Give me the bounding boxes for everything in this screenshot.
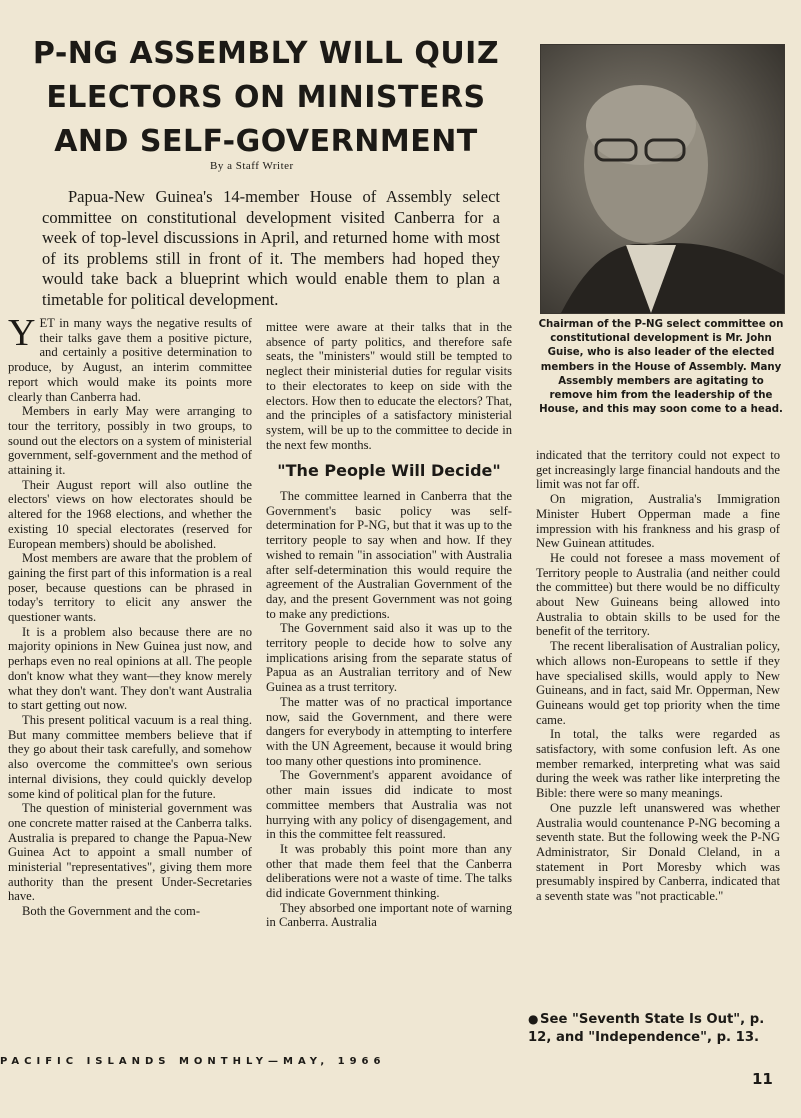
column-3-paragraph: One puzzle left unanswered was whether Australia would countenance P-NG becoming a seventh state. But the following week the P-NG Administrator, Sir Donald Cleland, in a statement in Port Moresby which was presumably inspired by Canberra, indicated that a seventh state was "not practicable." bbox=[536, 800, 780, 904]
column-1-paragraph: YET in many ways the negative results of their talks gave them a positive picture, and certainly a positive determination to produce, by August, an interim committee report which would make its points more clearly than Canberra had. bbox=[8, 312, 252, 404]
see-also-text: See "Seventh State Is Out", p. 12, and "Independence", p. 13. bbox=[528, 1012, 765, 1045]
column-3-paragraph: indicated that the territory could not expect to get increasingly large financial handouts and the limit was not far off. bbox=[536, 448, 780, 492]
column-2-paragraph: mittee were aware at their talks that in the absence of party politics, and therefore safe seats, the "ministers" would still be tempted to neglect their ministerial duties for regular visits to their electorates to keep on side with the electors. How then to educate the electors? That, and the principles of a satisfactory ministerial system, will be up to the committee to decide in the next few months. bbox=[266, 320, 512, 452]
drop-cap: Y bbox=[8, 312, 36, 354]
column-1-paragraph: Their August report will also outline the electors' views on how electorates should be altered for the 1968 elections, and whether the existing 10 special electorates (reserved for European members) should be abolished. bbox=[8, 477, 252, 551]
column-2-paragraph: The Government's apparent avoidance of other main issues did indicate to most committee members that Australia was not hurrying with any policy of disengagement, and in this the committee felt reassured. bbox=[266, 768, 512, 842]
headline-line-1: P-NG ASSEMBLY WILL QUIZ bbox=[32, 36, 500, 71]
column-2-paragraph: The Government said also it was up to the territory people to decide how to solve any implications arising from the separate status of Papua as an Australian territory and of New Guinea as a trust territory. bbox=[266, 621, 512, 695]
column-3-paragraph: On migration, Australia's Immigration Minister Hubert Opperman made a fine impression with his frankness and his grasp of New Guinean attitudes. bbox=[536, 492, 780, 551]
column-1-paragraph: Most members are aware that the problem of gaining the first part of this information is a real poser, because questions can be phrased in today's territory to elicit any answer the questioner wants. bbox=[8, 551, 252, 625]
article-column-2 bbox=[266, 320, 512, 930]
subheading: "The People Will Decide" bbox=[277, 461, 501, 481]
article-column-1 bbox=[8, 312, 252, 919]
column-3-paragraph: In total, the talks were regarded as satisfactory, with some confusion left. As one member remarked, interpreting what was said during the week was rather like interpreting the Bible: there were so many meanings. bbox=[536, 727, 780, 801]
magazine-footer: PACIFIC ISLANDS MONTHLY—MAY, 1966 bbox=[0, 1056, 386, 1067]
column-1-paragraph: This present political vacuum is a real thing. But many committee members believe that if they go about their task carefully, and somehow also overcome the committee's own serious internal divisions, they could quickly develop some kind of political plan for the future. bbox=[8, 712, 252, 801]
page-number: 11 bbox=[752, 1070, 773, 1088]
column-2-paragraph: It was probably this point more than any other that made them feel that the Canberra deliberations were not a waste of time. The talks did indicate Government thinking. bbox=[266, 841, 512, 901]
column-2-paragraph: The committee learned in Canberra that the Government's basic policy was self-determination for P-NG, but that it was up to the territory people to say when and how. If they wished to remain "in association" with Australia after self-determination this would require the agreement of the Australian Government of the day, and the present Government was not going to make any predictions. bbox=[266, 489, 512, 621]
headline-line-3: AND SELF-GOVERNMENT bbox=[54, 124, 478, 159]
photo-caption: Chairman of the P-NG select committee on constitutional development is Mr. John Guise, who is also leader of the elected members in the House of Assembly. Many Assembly members are agitating to remove him from the leadership of the House, and this may soon come to a head. bbox=[538, 319, 784, 416]
column-1-paragraph: Both the Government and the com- bbox=[22, 904, 201, 919]
see-also-note bbox=[528, 1010, 788, 1047]
article-column-3 bbox=[536, 448, 780, 904]
column-3-paragraph: He could not foresee a mass movement of Territory people to Australia (and neither could the committee) but there would be no difficulty about New Guineans being allowed into Australia to obtain skills to be used for the benefit of the territory. bbox=[536, 550, 780, 639]
column-2-paragraph: The matter was of no practical importance now, said the Government, and there were dangers for everybody in attempting to interfere with the UN Agreement, because it would bring too many other questions into prominence. bbox=[266, 694, 512, 768]
headline-line-2: ELECTORS ON MINISTERS bbox=[46, 80, 486, 115]
column-1-paragraph: It is a problem also because there are no majority opinions in New Guinea just now, and perhaps even no real opinions at all. The people don't know what they want—they know merely what they don't want. They don't want Australia to start getting out now. bbox=[8, 624, 252, 713]
column-1-paragraph: The question of ministerial government was one concrete matter raised at the Canberra talks. Australia is prepared to change the Papua-New Guinea Act to appoint a small number of ministerial "representatives", giving them more authority than the present Under-Secretaries have. bbox=[8, 801, 252, 904]
column-2-paragraph: They absorbed one important note of warning in Canberra. Australia bbox=[266, 900, 512, 930]
headline bbox=[26, 32, 506, 164]
portrait-photo-icon bbox=[541, 45, 784, 313]
bullet-icon: ● bbox=[528, 1012, 539, 1026]
portrait-photo bbox=[540, 44, 785, 314]
column-3-paragraph: The recent liberalisation of Australian policy, which allows non-Europeans to settle if they have specialised skills, would apply to New Guineans, and in fact, said Mr. Opperman, New Guineans would get top priority when the time came. bbox=[536, 639, 780, 727]
column-1-paragraph: Members in early May were arranging to tour the territory, possibly in two groups, to sound out the electors on a system of ministerial government, self-government and the method of attaining it. bbox=[8, 404, 252, 478]
byline: By a Staff Writer bbox=[210, 160, 294, 172]
intro-paragraph: Papua-New Guinea's 14-member House of Assembly select committee on constitutional development visited Canberra for a week of top-level discussions in April, and returned home with most of its problems still in front of it. The members had hoped they would take back a blueprint which would enable them to plan a timetable for political development. bbox=[42, 187, 500, 309]
